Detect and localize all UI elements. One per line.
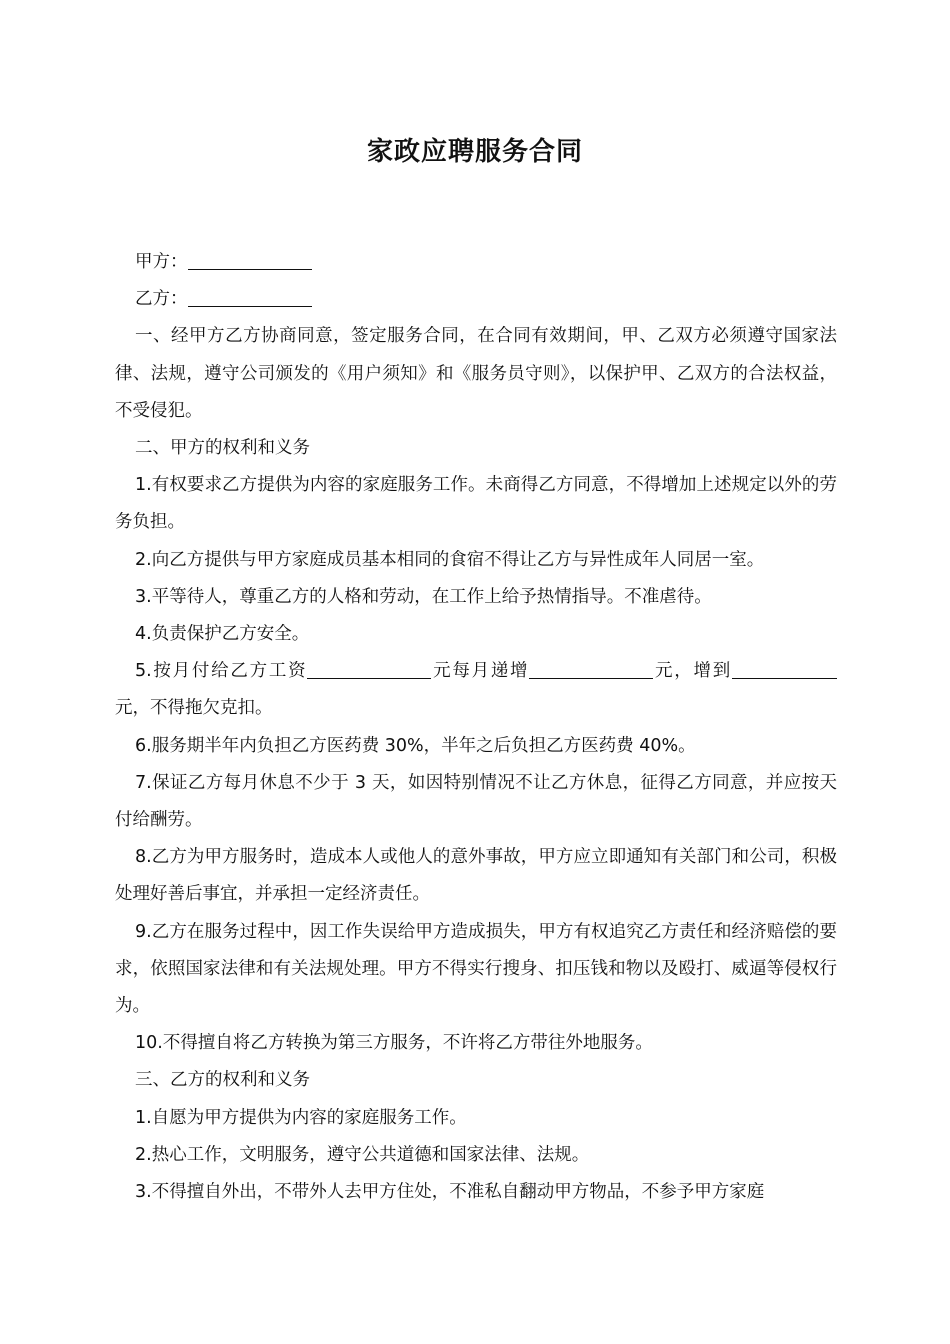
- party-a-item-8: 8.乙方为甲方服务时，造成本人或他人的意外事故，甲方应立即通知有关部门和公司，积极处理好善后事宜，并承担一定经济责任。: [115, 847, 837, 905]
- max-wage-blank: [732, 660, 837, 679]
- party-a-item-2: 2.向乙方提供与甲方家庭成员基本相同的食宿不得让乙方与异性成年人同居一室。: [135, 549, 765, 570]
- party-a-item-9: 9.乙方在服务过程中，因工作失误给甲方造成损失，甲方有权追究乙方责任和经济赔偿的要求，依照国家法律和有关法规处理。甲方不得实行搜身、扣压钱和物以及殴打、威逼等侵权行为。: [115, 921, 837, 1017]
- wage-text-3: 元，增到: [653, 661, 733, 682]
- party-a-item-5: [115, 653, 837, 727]
- wage-text-4: 元，不得拖欠克扣。: [115, 698, 273, 719]
- party-b-item-2: 2.热心工作，文明服务，遵守公共道德和国家法律、法规。: [135, 1144, 590, 1165]
- party-a-blank: [188, 251, 312, 270]
- document-body: [115, 244, 837, 1211]
- party-a-item-7: 7.保证乙方每月休息不少于 3 天，如因特别情况不让乙方休息，征得乙方同意，并应按天付给酬劳。: [115, 772, 837, 831]
- party-a-item-6: 6.服务期半年内负担乙方医药费 30%，半年之后负担乙方医药费 40%。: [135, 735, 696, 756]
- party-a-item-3: 3.平等待人，尊重乙方的人格和劳动，在工作上给予热情指导。不准虐待。: [135, 586, 712, 607]
- clause-1: 一、经甲方乙方协商同意，签定服务合同，在合同有效期间，甲、乙双方必须遵守国家法律、法规，遵守公司颁发的《用户须知》和《服务员守则》，以保护甲、乙双方的合法权益，不受侵犯。: [115, 326, 837, 421]
- party-a-label: 甲方：: [135, 252, 188, 272]
- wage-text-1: 5.按月付给乙方工资: [135, 661, 308, 682]
- party-a-item-10: 10.不得擅自将乙方转换为第三方服务，不许将乙方带往外地服务。: [135, 1033, 653, 1054]
- party-b-line: [115, 281, 837, 318]
- increase-blank: [529, 660, 653, 679]
- party-a-item-4: 4.负责保护乙方安全。: [135, 624, 310, 645]
- party-b-item-1: 1.自愿为甲方提供为内容的家庭服务工作。: [135, 1107, 467, 1128]
- party-b-label: 乙方：: [135, 289, 188, 310]
- party-b-item-3: 3.不得擅自外出，不带外人去甲方住处，不准私自翻动甲方物品，不参予甲方家庭: [135, 1182, 765, 1203]
- wage-text-2: 元每月递增: [431, 661, 530, 682]
- wage-blank: [307, 660, 431, 679]
- party-a-item-1: 1.有权要求乙方提供为内容的家庭服务工作。未商得乙方同意，不得增加上述规定以外的劳务负担。: [115, 475, 837, 533]
- party-b-blank: [188, 288, 312, 307]
- document-title: 家政应聘服务合同: [366, 137, 583, 167]
- section-heading-party-b: 三、乙方的权利和义务: [135, 1070, 310, 1091]
- party-a-line: [115, 244, 837, 281]
- section-heading-party-a: 二、甲方的权利和义务: [135, 438, 310, 459]
